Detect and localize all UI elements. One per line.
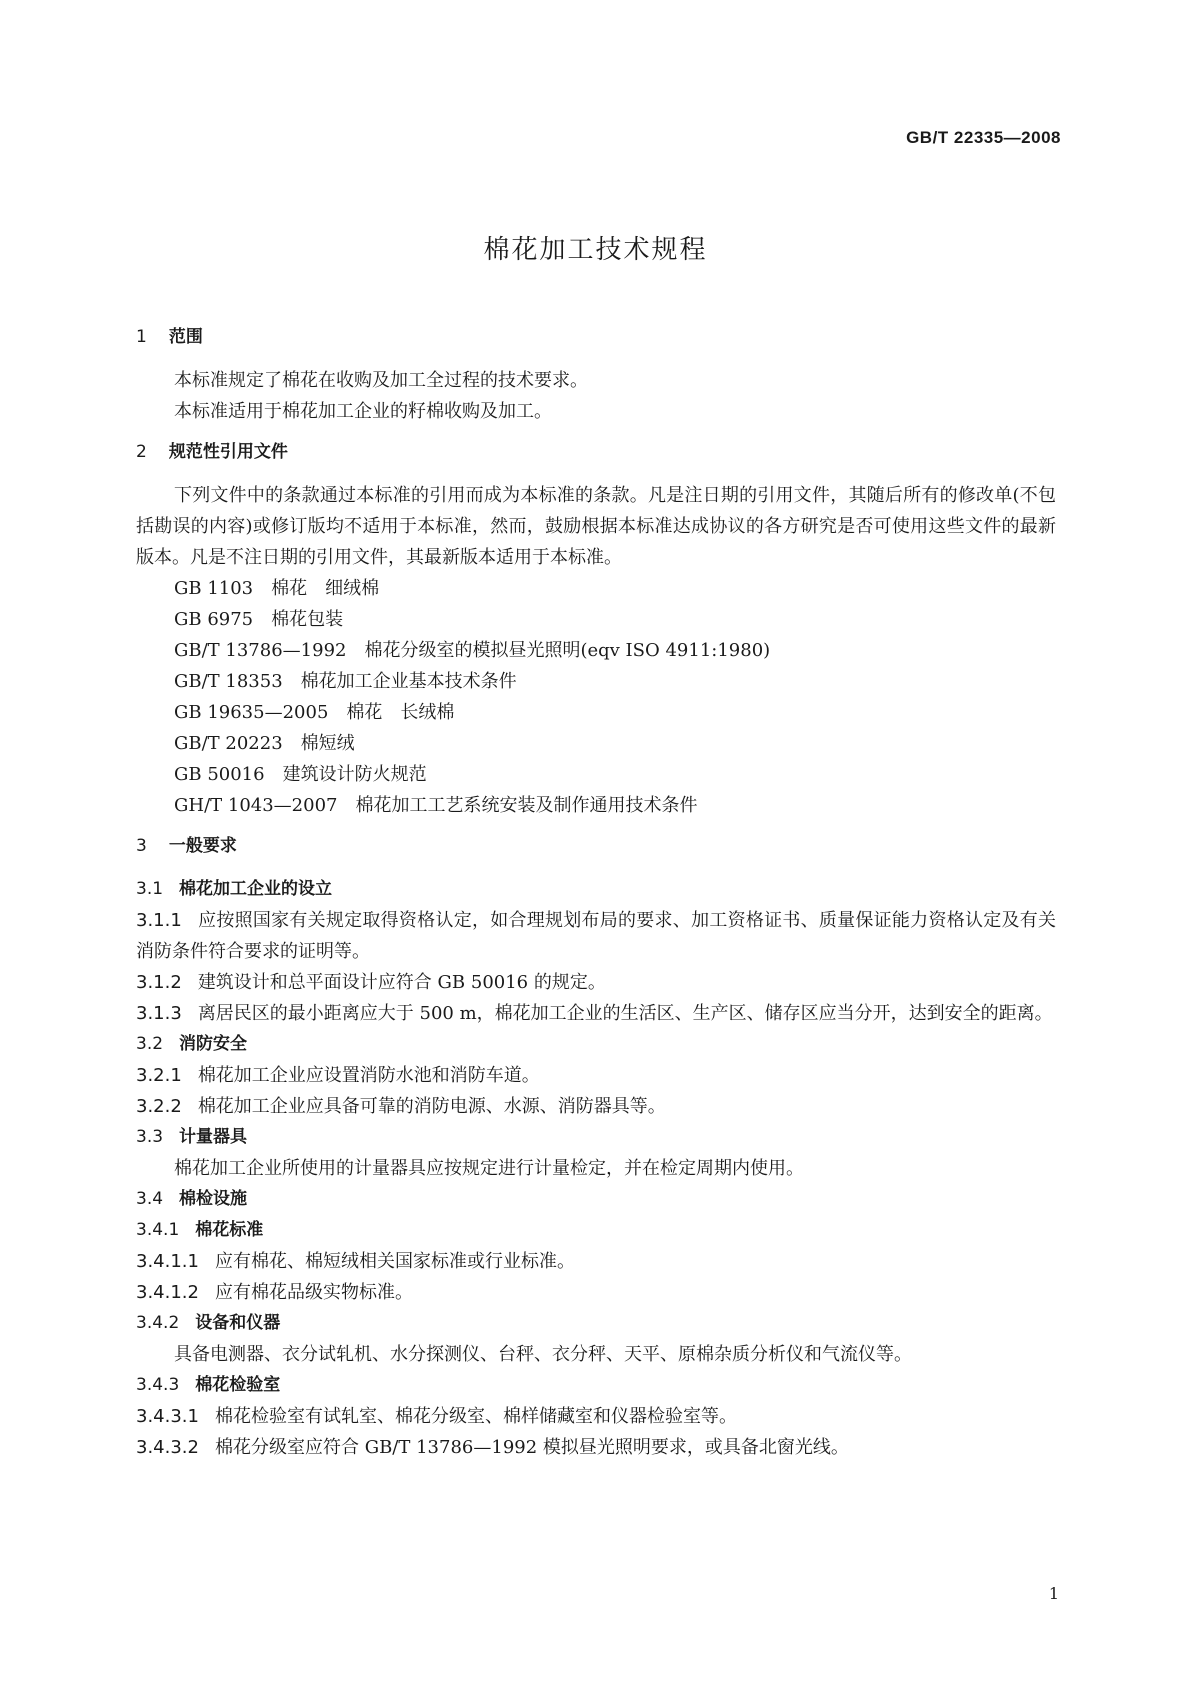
reference-item <box>136 790 1056 821</box>
reference-name: 棉花分级室的模拟昼光照明(eqv ISO 4911:1980) <box>364 640 771 661</box>
document-title: 棉花加工技术规程 <box>483 235 708 265</box>
reference-name: 棉花 细绒棉 <box>271 578 380 599</box>
section-1-heading <box>136 322 1056 353</box>
reference-name: 建筑设计防火规范 <box>282 764 427 785</box>
subsection-title: 棉花检验室 <box>195 1375 281 1395</box>
clause <box>136 1401 1056 1432</box>
paragraph: 本标准规定了棉花在收购及加工全过程的技术要求。 <box>174 370 588 391</box>
reference-item <box>136 635 1056 666</box>
subsection-heading <box>136 1215 1056 1246</box>
clause-number: 3.4.3.1 <box>136 1406 199 1427</box>
reference-name: 棉短绒 <box>300 733 355 754</box>
clause-number: 3.4.1.2 <box>136 1282 199 1303</box>
clause-text: 建筑设计和总平面设计应符合 GB 50016 的规定。 <box>197 972 606 993</box>
paragraph: 棉花加工企业所使用的计量器具应按规定进行计量检定，并在检定周期内使用。 <box>174 1158 804 1179</box>
clause <box>136 1246 1056 1277</box>
paragraph: 下列文件中的条款通过本标准的引用而成为本标准的条款。凡是注日期的引用文件，其随后所有的修改单(不包括勘误的内容)或修订版均不适用于本标准，然而，鼓励根据本标准达成协议的各方研究是否可使用这些文件的最新版本。凡是不注日期的引用文件，其最新版本适用于本标准。 <box>136 485 1056 568</box>
clause-text: 应有棉花、棉短绒相关国家标准或行业标准。 <box>214 1251 575 1272</box>
reference-item <box>136 697 1056 728</box>
reference-name: 棉花 长绒棉 <box>346 702 455 723</box>
clause-text: 棉花检验室有试轧室、棉花分级室、棉样储藏室和仪器检验室等。 <box>214 1406 737 1427</box>
clause-number: 3.4 <box>136 1189 164 1209</box>
clause <box>136 1277 1056 1308</box>
reference-item <box>136 573 1056 604</box>
clause-number: 3.2.1 <box>136 1065 182 1086</box>
reference-item <box>136 728 1056 759</box>
reference-code: GB 50016 <box>174 764 265 785</box>
subsection-title: 计量器具 <box>179 1127 248 1147</box>
clause <box>136 905 1056 967</box>
reference-name: 棉花加工企业基本技术条件 <box>300 671 517 692</box>
clause-text: 棉花分级室应符合 GB/T 13786—1992 模拟昼光照明要求，或具备北窗光线。 <box>214 1437 849 1458</box>
reference-code: GB 19635—2005 <box>174 702 329 723</box>
clause-number: 3.1.3 <box>136 1003 182 1024</box>
subsection-heading <box>136 874 1056 905</box>
reference-code: GB 6975 <box>174 609 254 630</box>
subsection-title: 棉花标准 <box>195 1220 264 1240</box>
subsection-heading <box>136 1122 1056 1153</box>
clause-number: 3.4.3.2 <box>136 1437 199 1458</box>
clause <box>136 1091 1056 1122</box>
subsection-title: 消防安全 <box>179 1034 248 1054</box>
clause-text: 应按照国家有关规定取得资格认定，如合理规划布局的要求、加工资格证书、质量保证能力资格认定及有关消防条件符合要求的证明等。 <box>136 910 1056 962</box>
clause-number: 3.2.2 <box>136 1096 182 1117</box>
reference-item <box>136 666 1056 697</box>
reference-code: GB/T 13786—1992 <box>174 640 347 661</box>
section-number: 2 <box>136 442 147 462</box>
clause-number: 3.3 <box>136 1127 164 1147</box>
subsection-title: 棉检设施 <box>179 1189 248 1209</box>
clause-text: 应有棉花品级实物标准。 <box>214 1282 413 1303</box>
clause <box>136 1060 1056 1091</box>
clause-number: 3.1.1 <box>136 910 182 931</box>
section-3-heading <box>136 831 1056 862</box>
reference-item <box>136 759 1056 790</box>
paragraph: 本标准适用于棉花加工企业的籽棉收购及加工。 <box>174 401 552 422</box>
clause-text: 棉花加工企业应设置消防水池和消防车道。 <box>197 1065 540 1086</box>
clause-number: 3.4.1.1 <box>136 1251 199 1272</box>
reference-code: GH/T 1043—2007 <box>174 795 338 816</box>
section-number: 3 <box>136 836 147 856</box>
reference-code: GB/T 20223 <box>174 733 283 754</box>
clause-number: 3.1 <box>136 879 164 899</box>
clause-text: 棉花加工企业应具备可靠的消防电源、水源、消防器具等。 <box>197 1096 666 1117</box>
section-title: 范围 <box>168 327 203 347</box>
subsection-title: 设备和仪器 <box>195 1313 281 1333</box>
clause <box>136 1432 1056 1463</box>
clause-number: 3.4.3 <box>136 1375 180 1395</box>
section-title: 一般要求 <box>168 836 237 856</box>
standard-code: GB/T 22335—2008 <box>906 128 1061 147</box>
reference-code: GB/T 18353 <box>174 671 283 692</box>
subsection-title: 棉花加工企业的设立 <box>179 879 333 899</box>
page-number: 1 <box>1048 1584 1059 1603</box>
reference-name: 棉花加工工艺系统安装及制作通用技术条件 <box>355 795 698 816</box>
clause-number: 3.1.2 <box>136 972 182 993</box>
reference-item <box>136 604 1056 635</box>
clause <box>136 967 1056 998</box>
clause-number: 3.2 <box>136 1034 164 1054</box>
reference-name: 棉花包装 <box>271 609 344 630</box>
subsection-heading <box>136 1184 1056 1215</box>
section-title: 规范性引用文件 <box>168 442 288 462</box>
subsection-heading <box>136 1308 1056 1339</box>
paragraph: 具备电测器、衣分试轧机、水分探测仪、台秤、衣分秤、天平、原棉杂质分析仪和气流仪等。 <box>174 1344 912 1365</box>
clause-number: 3.4.1 <box>136 1220 180 1240</box>
section-number: 1 <box>136 327 147 347</box>
clause <box>136 998 1056 1029</box>
section-2-heading <box>136 437 1056 468</box>
clause-number: 3.4.2 <box>136 1313 180 1333</box>
subsection-heading <box>136 1029 1056 1060</box>
subsection-heading <box>136 1370 1056 1401</box>
reference-code: GB 1103 <box>174 578 254 599</box>
clause-text: 离居民区的最小距离应大于 500 m，棉花加工企业的生活区、生产区、储存区应当分开，达到安全的距离。 <box>197 1003 1053 1024</box>
document-body <box>136 322 1056 1463</box>
